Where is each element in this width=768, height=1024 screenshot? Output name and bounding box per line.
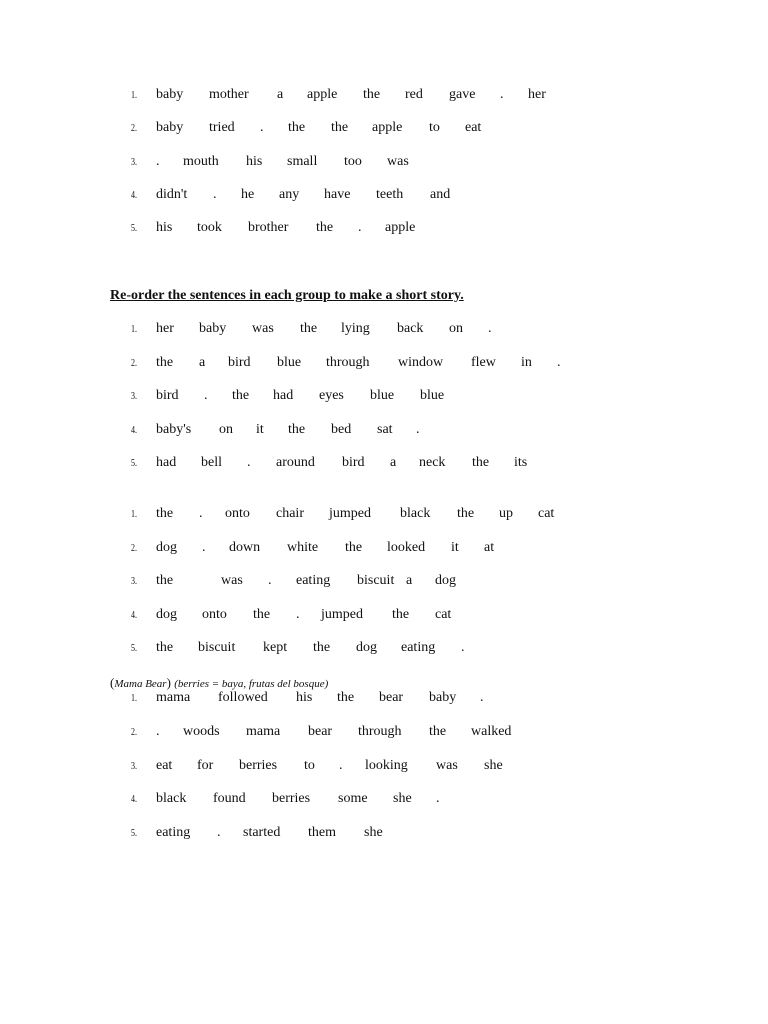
word: didn't	[156, 187, 188, 202]
word: the	[457, 506, 475, 521]
word: blue	[370, 388, 395, 403]
word: apple	[385, 220, 416, 235]
word: black	[400, 506, 431, 521]
word: the	[316, 220, 334, 235]
word: bell	[201, 455, 222, 470]
word: was	[387, 154, 409, 169]
word: cat	[538, 506, 555, 521]
word: jumped	[321, 607, 363, 622]
item-number: 2.	[131, 727, 137, 738]
word: and	[430, 187, 451, 202]
word: .	[247, 455, 251, 470]
word: eat	[465, 120, 482, 135]
word: had	[156, 455, 177, 470]
item-number: 4.	[131, 610, 137, 621]
word: the	[392, 607, 410, 622]
word: lying	[341, 321, 370, 336]
word: some	[338, 791, 368, 806]
word: teeth	[376, 187, 404, 202]
word: it	[256, 422, 264, 437]
word: sat	[377, 422, 393, 437]
word: .	[461, 640, 465, 655]
word: blue	[277, 355, 302, 370]
word: eat	[156, 758, 173, 773]
word: .	[557, 355, 561, 370]
word: the	[331, 120, 349, 135]
word: was	[436, 758, 458, 773]
word: was	[221, 573, 243, 588]
word: a	[406, 573, 413, 588]
word: the	[253, 607, 271, 622]
note-gloss: (berries = baya, frutas del bosque)	[174, 678, 329, 690]
item-number: 3.	[131, 761, 137, 772]
word: cat	[435, 607, 452, 622]
word: its	[514, 455, 528, 470]
instructions-heading: Re-order the sentences in each group to make a short story.	[110, 288, 464, 303]
word: .	[358, 220, 362, 235]
word: flew	[471, 355, 496, 370]
word: his	[296, 690, 313, 705]
word: baby	[429, 690, 457, 705]
word: dog	[435, 573, 456, 588]
word: through	[358, 724, 402, 739]
word: baby	[156, 120, 184, 135]
word: them	[308, 825, 336, 840]
word: on	[449, 321, 463, 336]
word: his	[156, 220, 173, 235]
word: followed	[218, 690, 268, 705]
word: dog	[156, 540, 177, 555]
item-number: 4.	[131, 190, 137, 201]
word: the	[429, 724, 447, 739]
item-number: 5.	[131, 223, 137, 234]
word: mouth	[183, 154, 219, 169]
word: woods	[183, 724, 220, 739]
word: .	[199, 506, 203, 521]
item-number: 1.	[131, 509, 137, 520]
word: she	[393, 791, 412, 806]
note-open-paren: (	[110, 675, 115, 690]
word: the	[288, 120, 306, 135]
word: the	[156, 573, 174, 588]
word: .	[204, 388, 208, 403]
word: apple	[307, 87, 338, 102]
note-close-paren: )	[166, 675, 171, 690]
word: looked	[387, 540, 426, 555]
word: eyes	[319, 388, 344, 403]
word: berries	[239, 758, 278, 773]
item-number: 3.	[131, 157, 137, 168]
word: up	[499, 506, 513, 521]
word: dog	[156, 607, 177, 622]
word: chair	[276, 506, 304, 521]
word: .	[260, 120, 264, 135]
word: kept	[263, 640, 288, 655]
word: bear	[308, 724, 333, 739]
word: have	[324, 187, 351, 202]
word: biscuit	[198, 640, 236, 655]
word: bird	[156, 388, 179, 403]
word: brother	[248, 220, 289, 235]
item-number: 3.	[131, 576, 137, 587]
item-number: 3.	[131, 391, 137, 402]
word: any	[279, 187, 300, 202]
word: baby	[156, 87, 184, 102]
word: black	[156, 791, 187, 806]
word: eating	[296, 573, 331, 588]
word: her	[528, 87, 546, 102]
word: at	[484, 540, 495, 555]
word: bed	[331, 422, 352, 437]
word: took	[197, 220, 222, 235]
word: to	[304, 758, 315, 773]
word: bird	[228, 355, 251, 370]
word: a	[199, 355, 206, 370]
word: on	[219, 422, 233, 437]
note-title: Mama Bear	[114, 678, 167, 690]
word: .	[296, 607, 300, 622]
word: mama	[246, 724, 281, 739]
word: down	[229, 540, 261, 555]
item-number: 5.	[131, 643, 137, 654]
word: eating	[156, 825, 191, 840]
word: the	[363, 87, 381, 102]
word: the	[156, 640, 174, 655]
word: she	[484, 758, 503, 773]
word: bird	[342, 455, 365, 470]
word: .	[339, 758, 343, 773]
word: a	[277, 87, 284, 102]
word: the	[472, 455, 490, 470]
word: a	[390, 455, 397, 470]
word: had	[273, 388, 294, 403]
word: around	[276, 455, 315, 470]
word: white	[287, 540, 319, 555]
word: onto	[225, 506, 250, 521]
word: the	[288, 422, 306, 437]
word: the	[337, 690, 355, 705]
word: onto	[202, 607, 227, 622]
word: .	[480, 690, 484, 705]
word: eating	[401, 640, 436, 655]
word: gave	[449, 87, 476, 102]
word: through	[326, 355, 370, 370]
word: .	[500, 87, 504, 102]
word: he	[241, 187, 255, 202]
word: the	[232, 388, 250, 403]
word: mama	[156, 690, 191, 705]
word: .	[416, 422, 420, 437]
word: the	[300, 321, 318, 336]
word: it	[451, 540, 459, 555]
word: tried	[209, 120, 235, 135]
word: apple	[372, 120, 403, 135]
word: she	[364, 825, 383, 840]
word: baby	[199, 321, 227, 336]
item-number: 1.	[131, 693, 137, 704]
word: started	[243, 825, 281, 840]
item-number: 2.	[131, 358, 137, 369]
word: .	[213, 187, 217, 202]
word: .	[488, 321, 492, 336]
word: dog	[356, 640, 377, 655]
word: the	[313, 640, 331, 655]
word: mother	[209, 87, 249, 102]
item-number: 5.	[131, 458, 137, 469]
item-number: 1.	[131, 90, 137, 101]
word: blue	[420, 388, 445, 403]
word: found	[213, 791, 246, 806]
word: berries	[272, 791, 311, 806]
item-number: 4.	[131, 425, 137, 436]
word: back	[397, 321, 424, 336]
word: her	[156, 321, 174, 336]
word: his	[246, 154, 263, 169]
word: .	[156, 724, 160, 739]
item-number: 4.	[131, 794, 137, 805]
word: the	[156, 506, 174, 521]
word: .	[217, 825, 221, 840]
word: in	[521, 355, 532, 370]
word: the	[156, 355, 174, 370]
story-note	[110, 675, 328, 691]
word: bear	[379, 690, 404, 705]
word: red	[405, 87, 423, 102]
item-number: 2.	[131, 123, 137, 134]
word: biscuit	[357, 573, 395, 588]
word: neck	[419, 455, 446, 470]
item-number: 5.	[131, 828, 137, 839]
word: looking	[365, 758, 408, 773]
word: .	[202, 540, 206, 555]
word: baby's	[156, 422, 192, 437]
word: .	[268, 573, 272, 588]
item-number: 1.	[131, 324, 137, 335]
word: to	[429, 120, 440, 135]
word: the	[345, 540, 363, 555]
word: small	[287, 154, 318, 169]
word: .	[436, 791, 440, 806]
word: for	[197, 758, 214, 773]
word: too	[344, 154, 362, 169]
word: jumped	[329, 506, 371, 521]
item-number: 2.	[131, 543, 137, 554]
word: .	[156, 154, 160, 169]
word: window	[398, 355, 444, 370]
word: was	[252, 321, 274, 336]
word: walked	[471, 724, 512, 739]
